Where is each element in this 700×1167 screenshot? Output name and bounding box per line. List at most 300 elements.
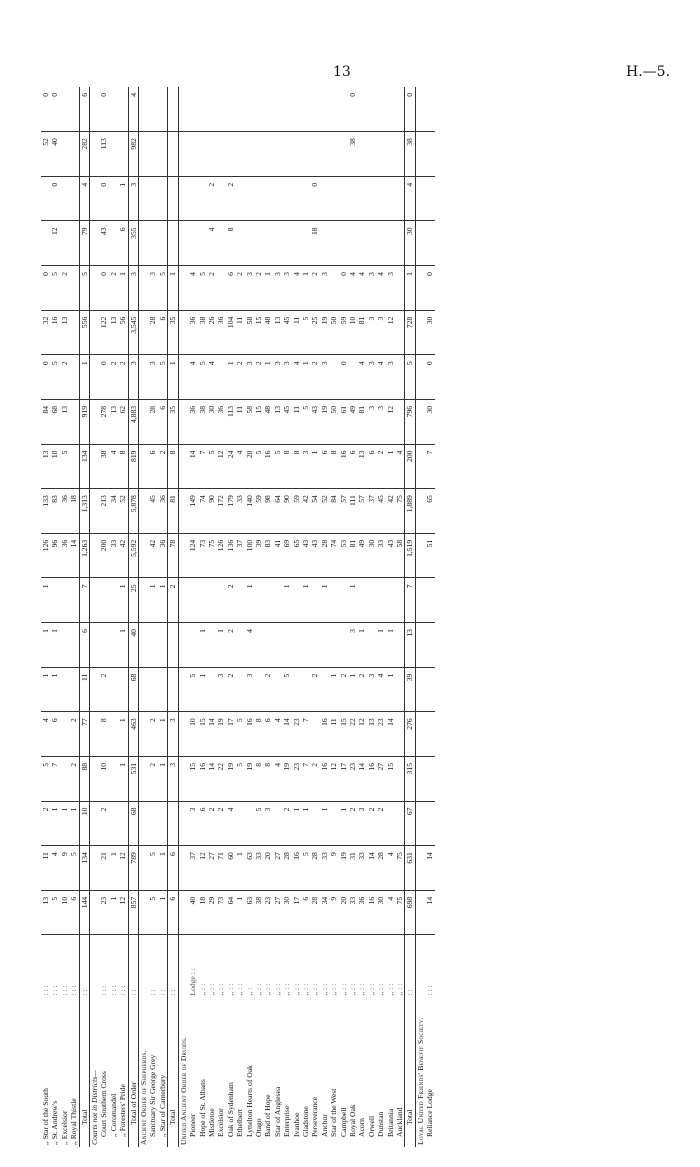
cell-value: 38 xyxy=(198,310,207,355)
cell-value: 13 xyxy=(41,444,50,489)
cell-value xyxy=(158,801,168,846)
empty-cell xyxy=(415,87,425,132)
cell-value: 2 xyxy=(109,355,118,400)
cell-value: 30 xyxy=(282,890,291,935)
section-heading-row xyxy=(90,87,100,1147)
cell-value xyxy=(386,87,395,132)
cell-value xyxy=(207,132,216,177)
cell-value: 919 xyxy=(79,399,89,444)
cell-value: 14 xyxy=(69,533,79,578)
empty-cell xyxy=(139,756,149,801)
empty-cell xyxy=(178,801,188,846)
cell-value: 33 xyxy=(235,489,244,534)
row-label: Anchor xyxy=(319,1114,329,1137)
cell-value xyxy=(376,87,385,132)
cell-value xyxy=(109,578,118,623)
cell-value: 2 xyxy=(216,801,225,846)
cell-value: 90 xyxy=(282,489,291,534)
cell-value xyxy=(235,667,244,712)
cell-value xyxy=(245,132,254,177)
cell-value: 4 xyxy=(273,756,282,801)
leader-dots: : : : xyxy=(99,985,109,996)
cell-value: 32 xyxy=(41,310,50,355)
leader-dots: ,, : : xyxy=(225,983,235,996)
cell-value: 16 xyxy=(320,756,329,801)
cell-value: 631 xyxy=(405,846,415,891)
cell-value xyxy=(254,667,263,712)
cell-value xyxy=(69,399,79,444)
cell-value xyxy=(216,87,225,132)
cell-value xyxy=(109,756,118,801)
cell-value: 100 xyxy=(245,533,254,578)
cell-value xyxy=(158,623,168,668)
empty-cell xyxy=(139,310,149,355)
cell-value xyxy=(235,176,244,221)
empty-cell xyxy=(178,399,188,444)
cell-value xyxy=(376,132,385,177)
empty-cell xyxy=(90,444,100,489)
cell-value: 17 xyxy=(292,890,301,935)
cell-value xyxy=(226,87,235,132)
cell-value: 3,545 xyxy=(128,310,138,355)
cell-value: 1 xyxy=(118,623,128,668)
cell-value: 3 xyxy=(245,355,254,400)
table-row xyxy=(425,87,434,1147)
row-label: Total xyxy=(79,996,89,1147)
cell-value xyxy=(245,221,254,266)
cell-value: 6 xyxy=(320,444,329,489)
cell-value: 0 xyxy=(348,87,357,132)
cell-value: 556 xyxy=(79,310,89,355)
table-row xyxy=(148,87,157,1147)
cell-value: 4 xyxy=(109,444,118,489)
cell-value: 3 xyxy=(367,310,376,355)
cell-value: 1,519 xyxy=(405,533,415,578)
cell-value: 48 xyxy=(263,310,272,355)
cell-value xyxy=(148,87,157,132)
cell-value: 63 xyxy=(245,890,254,935)
cell-value xyxy=(357,132,366,177)
cell-value xyxy=(207,623,216,668)
table-row xyxy=(329,87,338,1147)
cell-value: 68 xyxy=(128,801,138,846)
cell-value xyxy=(254,87,263,132)
cell-value xyxy=(158,221,168,266)
cell-value: 1 xyxy=(386,444,395,489)
cell-value: 7 xyxy=(301,756,310,801)
cell-value xyxy=(198,132,207,177)
cell-value: 30 xyxy=(376,890,385,935)
cell-value: 789 xyxy=(128,846,138,891)
cell-value xyxy=(301,87,310,132)
cell-value xyxy=(395,578,405,623)
cell-value xyxy=(148,132,157,177)
cell-value: 2 xyxy=(158,444,168,489)
cell-value: 9 xyxy=(329,890,338,935)
cell-value xyxy=(109,87,118,132)
cell-value: 19 xyxy=(245,756,254,801)
cell-value xyxy=(386,221,395,266)
cell-value: 4 xyxy=(188,355,197,400)
cell-value xyxy=(235,578,244,623)
cell-value: 149 xyxy=(188,489,197,534)
cell-value: 45 xyxy=(376,489,385,534)
cell-value: 83 xyxy=(263,533,272,578)
leader-dots: : : : xyxy=(59,985,69,996)
cell-value: 16 xyxy=(339,444,348,489)
cell-value: 3 xyxy=(128,266,138,311)
cell-value: 3 xyxy=(301,444,310,489)
row-label: Pioneer xyxy=(188,1113,198,1137)
empty-cell xyxy=(415,578,425,623)
cell-value: 12 xyxy=(386,399,395,444)
empty-cell xyxy=(90,578,100,623)
cell-value: 1 xyxy=(158,578,168,623)
cell-value: 1 xyxy=(320,801,329,846)
cell-value: 6 xyxy=(118,221,128,266)
cell-value xyxy=(245,176,254,221)
cell-value: 463 xyxy=(128,712,138,757)
empty-cell xyxy=(139,221,149,266)
cell-value: 5 xyxy=(301,399,310,444)
empty-cell xyxy=(90,176,100,221)
cell-value: 16 xyxy=(367,890,376,935)
cell-value: 3 xyxy=(357,801,366,846)
cell-value xyxy=(320,132,329,177)
cell-value: 3 xyxy=(148,266,157,311)
cell-value: 68 xyxy=(128,667,138,712)
cell-value: 6 xyxy=(50,712,59,757)
cell-value xyxy=(367,132,376,177)
cell-value xyxy=(69,310,79,355)
cell-value: 2 xyxy=(226,667,235,712)
cell-value: 4 xyxy=(235,444,244,489)
cell-value: 49 xyxy=(357,533,366,578)
cell-value: 38 xyxy=(405,132,415,177)
cell-value: 14 xyxy=(207,756,216,801)
section-heading: Loyal United Friends' Benefit Society. xyxy=(415,1017,425,1145)
cell-value: 17 xyxy=(339,756,348,801)
cell-value: 11 xyxy=(41,846,50,891)
cell-value: 2 xyxy=(226,176,235,221)
cell-value: 81 xyxy=(357,310,366,355)
cell-value xyxy=(395,310,405,355)
cell-value xyxy=(99,623,108,668)
cell-value: 59 xyxy=(339,310,348,355)
cell-value: 6 xyxy=(79,623,89,668)
cell-value: 0 xyxy=(99,176,108,221)
cell-value: 3 xyxy=(376,399,385,444)
cell-value xyxy=(263,87,272,132)
cell-value xyxy=(292,221,301,266)
cell-value: 35 xyxy=(168,399,178,444)
table-row xyxy=(376,87,385,1147)
cell-value: 5 xyxy=(235,756,244,801)
cell-value xyxy=(395,667,405,712)
cell-value xyxy=(301,667,310,712)
cell-value xyxy=(310,801,319,846)
cell-value: 4 xyxy=(226,801,235,846)
cell-value: 15 xyxy=(254,310,263,355)
cell-value: 2 xyxy=(207,176,216,221)
cell-value: 3 xyxy=(367,355,376,400)
empty-cell xyxy=(139,533,149,578)
total-row xyxy=(168,87,178,1147)
empty-cell xyxy=(178,756,188,801)
cell-value: 18 xyxy=(69,489,79,534)
cell-value: 5 xyxy=(148,890,157,935)
empty-cell xyxy=(178,444,188,489)
leader-dots: ,, : : xyxy=(385,983,395,996)
cell-value: 3 xyxy=(245,667,254,712)
rotated-table-wrapper xyxy=(41,87,646,1147)
cell-value: 5 xyxy=(405,355,415,400)
cell-value xyxy=(395,266,405,311)
cell-value xyxy=(301,132,310,177)
cell-value: 10 xyxy=(60,890,69,935)
cell-value xyxy=(235,221,244,266)
cell-value: 84 xyxy=(329,489,338,534)
cell-value xyxy=(235,132,244,177)
cell-value: 10 xyxy=(79,801,89,846)
cell-value: 1 xyxy=(263,355,272,400)
cell-value: 2 xyxy=(254,355,263,400)
cell-value: 30 xyxy=(425,399,434,444)
cell-value xyxy=(395,623,405,668)
cell-value xyxy=(254,221,263,266)
cell-value xyxy=(207,578,216,623)
leader-dots: : : xyxy=(405,935,415,996)
table-row xyxy=(367,87,376,1147)
cell-value: 57 xyxy=(357,489,366,534)
cell-value xyxy=(168,87,178,132)
empty-cell xyxy=(139,712,149,757)
table-row xyxy=(198,87,207,1147)
cell-value xyxy=(301,176,310,221)
cell-value xyxy=(60,176,69,221)
cell-value xyxy=(158,87,168,132)
cell-value xyxy=(60,623,69,668)
cell-value xyxy=(148,667,157,712)
cell-value: 71 xyxy=(216,846,225,891)
cell-value: 40 xyxy=(50,132,59,177)
cell-value: 5,592 xyxy=(128,533,138,578)
cell-value: 1 xyxy=(376,623,385,668)
cell-value: 6 xyxy=(226,266,235,311)
cell-value: 5 xyxy=(50,266,59,311)
cell-value xyxy=(425,712,434,757)
cell-value xyxy=(109,712,118,757)
cell-value: 0 xyxy=(425,355,434,400)
cell-value: 43 xyxy=(386,533,395,578)
cell-value: 62 xyxy=(118,399,128,444)
cell-value: 14 xyxy=(357,756,366,801)
cell-value: 14 xyxy=(425,846,434,891)
cell-value: 5,878 xyxy=(128,489,138,534)
cell-value xyxy=(273,578,282,623)
cell-value: 77 xyxy=(79,712,89,757)
empty-cell xyxy=(90,399,100,444)
cell-value: 15 xyxy=(254,399,263,444)
cell-value: 4 xyxy=(376,266,385,311)
leader-dots: : : xyxy=(79,935,89,996)
cell-value: 2 xyxy=(226,578,235,623)
cell-value: 3 xyxy=(282,355,291,400)
cell-value: 54 xyxy=(310,489,319,534)
cell-value: 33 xyxy=(320,846,329,891)
cell-value: 5 xyxy=(282,667,291,712)
row-label: Hope of St. Albans xyxy=(197,1079,207,1137)
cell-value xyxy=(395,221,405,266)
cell-value xyxy=(216,176,225,221)
empty-cell xyxy=(415,355,425,400)
empty-cell xyxy=(178,266,188,311)
cell-value: 84 xyxy=(41,399,50,444)
empty-cell xyxy=(139,399,149,444)
cell-value: 11 xyxy=(235,399,244,444)
cell-value: 1 xyxy=(118,266,128,311)
cell-value xyxy=(395,87,405,132)
leader-dots: ,, : : xyxy=(338,983,348,996)
cell-value: 5 xyxy=(79,266,89,311)
cell-value: 75 xyxy=(395,489,405,534)
cell-value: 3 xyxy=(376,310,385,355)
cell-value: 8 xyxy=(329,444,338,489)
cell-value xyxy=(158,667,168,712)
section-heading: Ancient Order of Shepherds. xyxy=(139,1050,149,1145)
cell-value: 73 xyxy=(198,533,207,578)
cell-value xyxy=(273,667,282,712)
cell-value: 20 xyxy=(263,846,272,891)
cell-value xyxy=(263,623,272,668)
cell-value xyxy=(357,578,366,623)
empty-cell xyxy=(90,846,100,891)
cell-value: 276 xyxy=(405,712,415,757)
cell-value: 37 xyxy=(367,489,376,534)
row-label: ,, Excelsior xyxy=(59,1110,69,1145)
table-row xyxy=(118,87,128,1147)
cell-value xyxy=(320,87,329,132)
cell-value: 2 xyxy=(60,266,69,311)
cell-value xyxy=(168,667,178,712)
cell-value xyxy=(425,801,434,846)
cell-value xyxy=(329,623,338,668)
row-label: Auckland xyxy=(395,1107,405,1137)
cell-value: 1 xyxy=(158,846,168,891)
cell-value xyxy=(69,266,79,311)
cell-value: 43 xyxy=(310,533,319,578)
cell-value: 1 xyxy=(158,712,168,757)
cell-value: 6 xyxy=(69,890,79,935)
cell-value: 6 xyxy=(367,444,376,489)
cell-value: 7 xyxy=(301,712,310,757)
cell-value xyxy=(339,221,348,266)
row-label: Oak of Sydenham xyxy=(225,1082,235,1137)
row-label: Ethelbert xyxy=(235,1109,245,1137)
cell-value xyxy=(60,87,69,132)
leader-dots: : : : xyxy=(118,985,128,996)
cell-value: 1 xyxy=(320,578,329,623)
cell-value: 2 xyxy=(41,801,50,846)
cell-value xyxy=(235,801,244,846)
empty-cell xyxy=(139,87,149,132)
table-row xyxy=(357,87,366,1147)
total-row xyxy=(79,87,89,1147)
cell-value xyxy=(376,221,385,266)
row-label: ,, St. Andrew's xyxy=(50,1100,60,1145)
cell-value: 19 xyxy=(216,712,225,757)
empty-cell xyxy=(178,221,188,266)
empty-cell xyxy=(178,890,188,935)
section-heading-row xyxy=(139,87,149,1147)
cell-value: 1 xyxy=(263,266,272,311)
cell-value: 18 xyxy=(198,890,207,935)
cell-value xyxy=(254,132,263,177)
cell-value: 30 xyxy=(405,221,415,266)
cell-value: 14 xyxy=(425,890,434,935)
cell-value xyxy=(254,623,263,668)
cell-value: 1 xyxy=(301,578,310,623)
cell-value xyxy=(425,578,434,623)
cell-value: 0 xyxy=(339,266,348,311)
cell-value xyxy=(292,667,301,712)
row-label: Sanctuary Sir George Grey xyxy=(148,1054,158,1137)
cell-value: 30 xyxy=(207,399,216,444)
cell-value xyxy=(148,221,157,266)
table-row xyxy=(273,87,282,1147)
cell-value xyxy=(395,756,405,801)
cell-value: 5 xyxy=(198,355,207,400)
cell-value: 3 xyxy=(188,801,197,846)
leader-dots: Lodge : : xyxy=(188,968,198,996)
cell-value: 10 xyxy=(348,310,357,355)
cell-value: 122 xyxy=(99,310,108,355)
cell-value: 60 xyxy=(226,846,235,891)
cell-value xyxy=(395,712,405,757)
cell-value xyxy=(339,87,348,132)
cell-value: 1 xyxy=(69,801,79,846)
cell-value: 34 xyxy=(109,489,118,534)
cell-value: 30 xyxy=(367,533,376,578)
cell-value: 5 xyxy=(188,667,197,712)
cell-value xyxy=(148,801,157,846)
cell-value: 48 xyxy=(263,399,272,444)
cell-value: 1 xyxy=(198,623,207,668)
cell-value: 2 xyxy=(60,355,69,400)
leader-dots: ,, : : xyxy=(357,983,367,996)
cell-value xyxy=(69,623,79,668)
cell-value xyxy=(198,578,207,623)
cell-value: 36 xyxy=(216,399,225,444)
cell-value: 1,313 xyxy=(79,489,89,534)
cell-value: 111 xyxy=(348,489,357,534)
leader-dots: : : xyxy=(148,989,158,996)
cell-value: 58 xyxy=(245,399,254,444)
cell-value: 13 xyxy=(109,399,118,444)
cell-value: 1 xyxy=(41,667,50,712)
cell-value: 6 xyxy=(158,310,168,355)
cell-value: 4 xyxy=(79,176,89,221)
cell-value xyxy=(245,801,254,846)
cell-value: 34 xyxy=(320,890,329,935)
cell-value xyxy=(188,132,197,177)
cell-value: 2 xyxy=(376,801,385,846)
cell-value xyxy=(118,667,128,712)
row-label: Reliance Lodge xyxy=(425,1089,435,1137)
cell-value: 2 xyxy=(148,712,157,757)
cell-value: 3 xyxy=(348,623,357,668)
row-label: Band of Hope xyxy=(263,1094,273,1137)
